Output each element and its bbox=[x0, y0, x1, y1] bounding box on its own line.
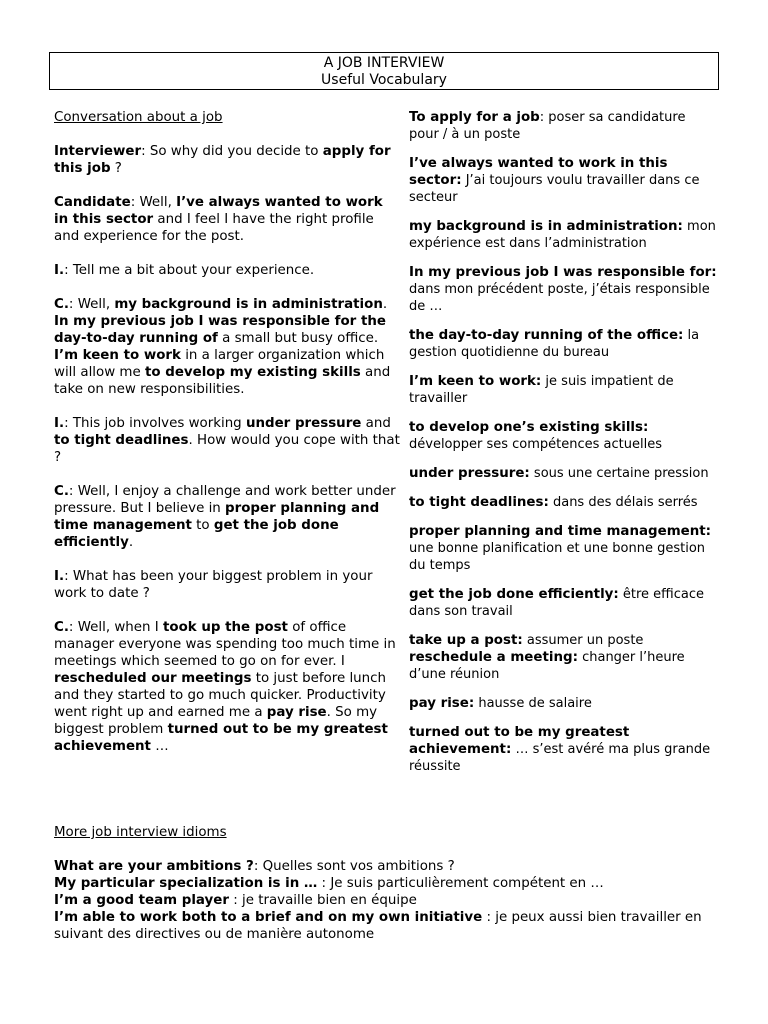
idiom-definition: : Quelles sont vos ambitions ? bbox=[253, 859, 455, 874]
bold-phrase: to develop my existing skills bbox=[144, 365, 361, 380]
glossary-entry bbox=[409, 494, 719, 511]
text-run: . bbox=[128, 535, 134, 550]
text-run: . bbox=[382, 297, 388, 312]
bold-phrase: In my previous job I was responsible for the day-to-day running of bbox=[54, 314, 386, 346]
bold-phrase: I’m keen to work bbox=[54, 348, 181, 363]
dialogue-paragraph bbox=[54, 568, 400, 602]
glossary-term: under pressure: bbox=[409, 466, 530, 481]
idioms-section bbox=[54, 824, 724, 943]
idiom-term: I’m a good team player bbox=[54, 893, 229, 908]
glossary-definition: développer ses compétences actuelles bbox=[409, 437, 663, 452]
glossary-entry bbox=[409, 327, 719, 361]
glossary-definition: être efficace dans son travail bbox=[409, 587, 704, 619]
bold-phrase: C. bbox=[54, 484, 69, 499]
glossary-definition: J’ai toujours voulu travailler dans ce secteur bbox=[409, 173, 700, 205]
text-run: to just before lunch and they started to go much quicker. Productivity went right up and earned me a bbox=[54, 671, 386, 720]
bold-phrase: I. bbox=[54, 569, 65, 584]
conversation-heading: Conversation about a job bbox=[54, 110, 223, 125]
bold-phrase: turned out to be my greatest achievement bbox=[54, 722, 388, 754]
text-run: : Well, I enjoy a challenge and work better under pressure. But I believe in bbox=[54, 484, 396, 516]
glossary-entry bbox=[409, 465, 719, 482]
text-run: : Tell me a bit about your experience. bbox=[64, 263, 315, 278]
idiom-entry bbox=[54, 892, 724, 909]
title-box bbox=[49, 52, 719, 90]
text-run: : Well, bbox=[68, 297, 115, 312]
bold-phrase: took up the post bbox=[162, 620, 288, 635]
text-run: a small but busy office. bbox=[217, 331, 379, 346]
text-run: and I feel I have the right profile and experience for the post. bbox=[54, 212, 374, 244]
glossary-term: To apply for a job bbox=[409, 110, 540, 125]
idiom-entry bbox=[54, 875, 724, 892]
glossary-entry bbox=[409, 724, 719, 775]
glossary-column bbox=[409, 109, 719, 787]
dialogue-paragraph bbox=[54, 415, 400, 466]
glossary-definition: mon expérience est dans l’administration bbox=[409, 219, 716, 251]
glossary-entry bbox=[409, 264, 719, 315]
glossary-definition: dans mon précédent poste, j’étais responsible de … bbox=[409, 282, 710, 314]
glossary-term: proper planning and time management: bbox=[409, 524, 712, 539]
glossary-term: take up a post: bbox=[409, 633, 523, 648]
text-run: : This job involves working bbox=[64, 416, 246, 431]
text-run: ? bbox=[110, 161, 122, 176]
glossary-term: to tight deadlines: bbox=[409, 495, 549, 510]
idiom-entry bbox=[54, 858, 724, 875]
idiom-term: My particular specialization is in … bbox=[54, 876, 318, 891]
dialogue-paragraph bbox=[54, 296, 400, 398]
text-run: : What has been your biggest problem in your work to date ? bbox=[54, 569, 373, 601]
glossary-term: the day-to-day running of the office: bbox=[409, 328, 684, 343]
text-run: and take on new responsibilities. bbox=[54, 365, 391, 397]
idiom-definition: : je travaille bien en équipe bbox=[228, 893, 417, 908]
idioms-heading: More job interview idioms bbox=[54, 825, 227, 840]
text-run: and bbox=[361, 416, 391, 431]
bold-phrase: apply for this job bbox=[54, 144, 391, 176]
glossary-definition: assumer un poste bbox=[522, 633, 644, 648]
bold-phrase: Candidate bbox=[54, 195, 131, 210]
dialogue-paragraph bbox=[54, 483, 400, 551]
idiom-definition: : je peux aussi bien travailler en suivant des directives ou de manière autonome bbox=[54, 910, 702, 942]
glossary-term: I’m keen to work: bbox=[409, 374, 542, 389]
bold-phrase: I’ve always wanted to work in this sector bbox=[54, 195, 383, 227]
dialogue-paragraph bbox=[54, 143, 400, 177]
bold-phrase: C. bbox=[54, 297, 69, 312]
dialogue-paragraph bbox=[54, 619, 400, 755]
dialogue-paragraph bbox=[54, 262, 400, 279]
glossary-term: my background is in administration: bbox=[409, 219, 683, 234]
text-run: in a larger organization which will allow me bbox=[54, 348, 385, 380]
glossary-term: reschedule a meeting: bbox=[409, 650, 578, 665]
bold-phrase: I. bbox=[54, 416, 65, 431]
bold-phrase: my background is in administration bbox=[114, 297, 383, 312]
bold-phrase: proper planning and time management bbox=[54, 501, 380, 533]
bold-phrase: under pressure bbox=[245, 416, 362, 431]
glossary-term: get the job done efficiently: bbox=[409, 587, 619, 602]
text-run: : Well, bbox=[130, 195, 177, 210]
glossary-entry bbox=[409, 109, 719, 143]
bold-phrase: C. bbox=[54, 620, 69, 635]
glossary-definition: … s’est avéré ma plus grande réussite bbox=[409, 742, 711, 774]
document-title: A JOB INTERVIEW bbox=[323, 55, 445, 71]
glossary-entry bbox=[409, 695, 719, 712]
glossary-definition: hausse de salaire bbox=[474, 696, 592, 711]
glossary-entry bbox=[409, 632, 719, 683]
bold-phrase: rescheduled our meetings bbox=[54, 671, 252, 686]
glossary-term: pay rise: bbox=[409, 696, 475, 711]
idiom-entry bbox=[54, 909, 724, 943]
bold-phrase: I. bbox=[54, 263, 65, 278]
glossary-term: In my previous job I was responsible for: bbox=[409, 265, 717, 280]
bold-phrase: Interviewer bbox=[54, 144, 142, 159]
text-run: of office manager everyone was spending too much time in meetings which seemed to go on for ever. I bbox=[54, 620, 396, 669]
glossary-entry bbox=[409, 523, 719, 574]
bold-phrase: to tight deadlines bbox=[54, 433, 189, 448]
glossary-entry bbox=[409, 218, 719, 252]
text-run: : So why did you decide to bbox=[141, 144, 323, 159]
document-subtitle: Useful Vocabulary bbox=[321, 72, 447, 88]
glossary-definition: sous une certaine pression bbox=[529, 466, 709, 481]
glossary-entry bbox=[409, 155, 719, 206]
bold-phrase: pay rise bbox=[266, 705, 327, 720]
glossary-definition: dans des délais serrés bbox=[548, 495, 698, 510]
text-run: … bbox=[150, 739, 169, 754]
text-run: . So my biggest problem bbox=[54, 705, 378, 737]
glossary-term: I’ve always wanted to work in this sector: bbox=[409, 156, 668, 188]
conversation-column bbox=[54, 109, 400, 772]
glossary-term: turned out to be my greatest achievement: bbox=[409, 725, 630, 757]
text-run: to bbox=[191, 518, 214, 533]
text-run: . How would you cope with that ? bbox=[54, 433, 400, 465]
glossary-definition: je suis impatient de travailler bbox=[409, 374, 674, 406]
glossary-definition: la gestion quotidienne du bureau bbox=[409, 328, 700, 360]
idiom-term: What are your ambitions ? bbox=[54, 859, 254, 874]
glossary-entry bbox=[409, 373, 719, 407]
glossary-definition: : poser sa candidature pour / à un poste bbox=[409, 110, 686, 142]
glossary-definition: changer l’heure d’une réunion bbox=[409, 650, 685, 682]
idiom-definition: : Je suis particulièrement compétent en … bbox=[317, 876, 604, 891]
glossary-entry bbox=[409, 419, 719, 453]
text-run: : Well, when I bbox=[68, 620, 163, 635]
idiom-term: I’m able to work both to a brief and on my own initiative bbox=[54, 910, 483, 925]
dialogue-paragraph bbox=[54, 194, 400, 245]
glossary-entry bbox=[409, 586, 719, 620]
glossary-term: to develop one’s existing skills: bbox=[409, 420, 649, 435]
bold-phrase: get the job done efficiently bbox=[54, 518, 339, 550]
glossary-definition: une bonne planification et une bonne gestion du temps bbox=[409, 541, 706, 573]
